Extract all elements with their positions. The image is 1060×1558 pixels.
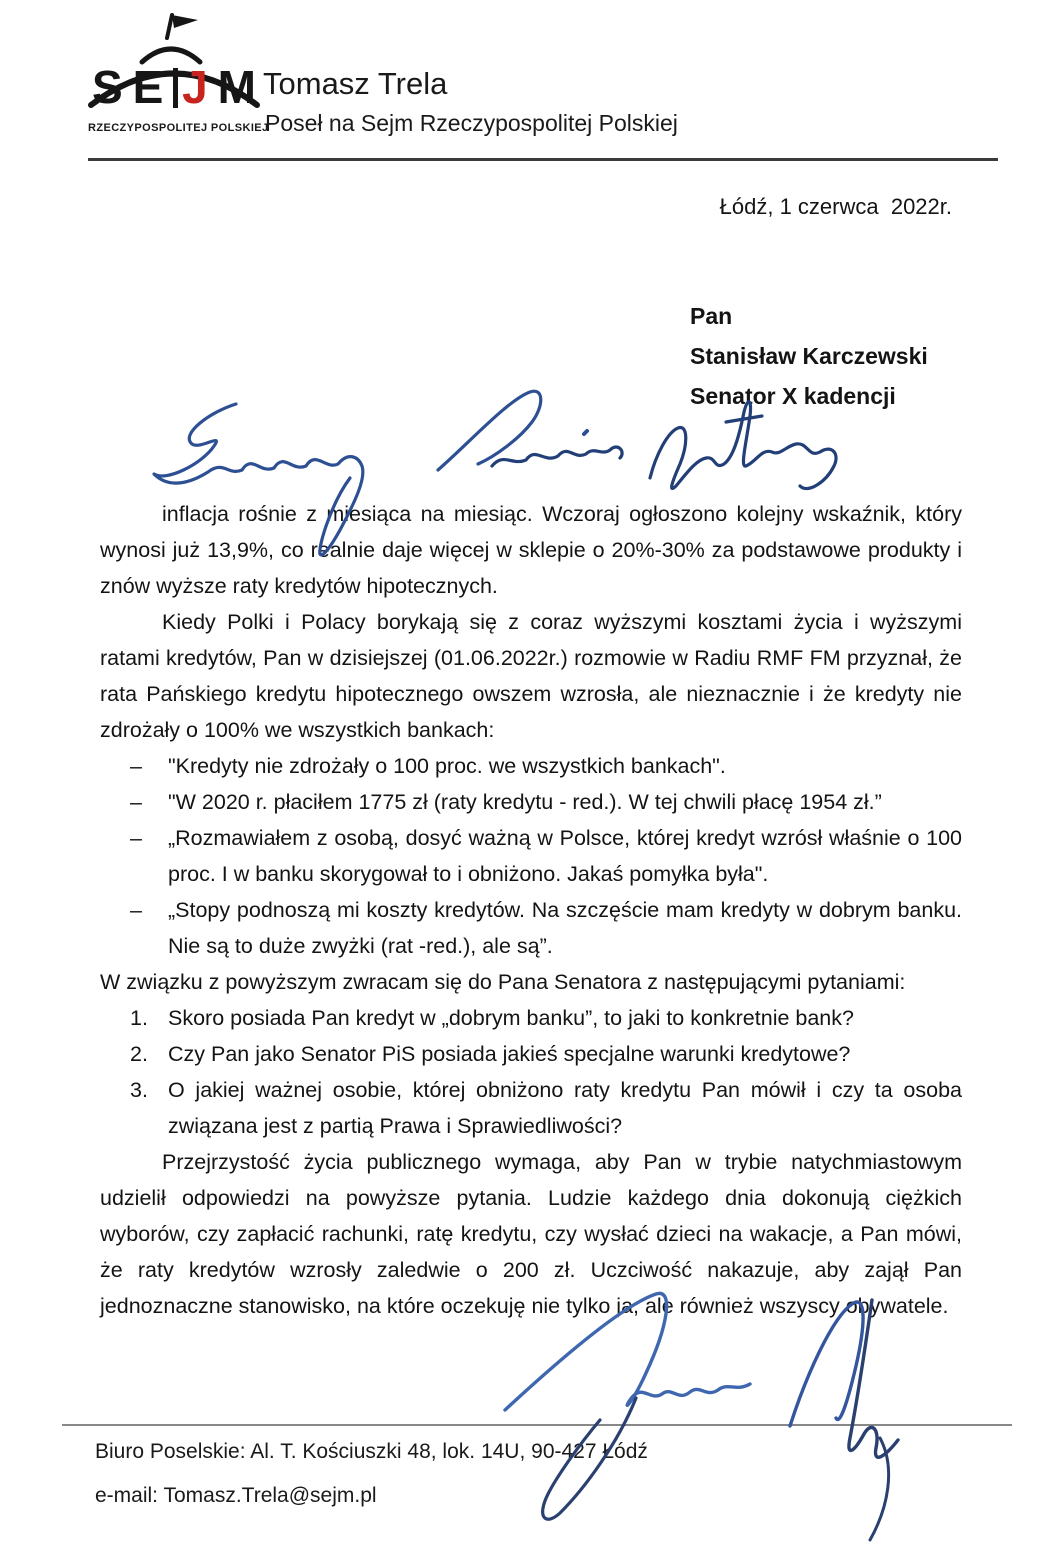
question-number: 3. <box>130 1078 148 1102</box>
question-number: 1. <box>130 1006 148 1030</box>
question-text: O jakiej ważnej osobie, której obniżono raty kredytu Pan mówił i czy ta osoba związana jest z partią Prawa i Sprawiedliwości? <box>168 1078 962 1138</box>
quote-text: "W 2020 r. płaciłem 1775 zł (raty kredytu - red.). W tej chwili płacę 1954 zł.” <box>168 790 882 814</box>
logo-letter-s: S <box>92 61 123 113</box>
addressee-block <box>690 296 928 416</box>
logo-j-bar <box>173 68 178 108</box>
question-item <box>100 1000 962 1036</box>
question-item <box>100 1036 962 1072</box>
quote-item <box>100 748 962 784</box>
dateline: Łódź, 1 czerwca 2022r. <box>719 194 952 219</box>
question-text: Czy Pan jako Senator PiS posiada jakieś specjalne warunki kredytowe? <box>168 1042 851 1066</box>
deputy-name: Tomasz Trela <box>263 66 448 101</box>
paragraph-inflation: inflacja rośnie z miesiąca na miesiąc. Wczoraj ogłoszono kolejny wskaźnik, który wynosi już 13,9%, co realnie daje więcej w sklepie o 20%-30% za podstawowe produkty i znów wyższe raty kredytów hipotecznych. <box>100 502 962 598</box>
deputy-role: Poseł na Sejm Rzeczypospolitej Polskiej <box>265 110 678 136</box>
logo-letter-j: J <box>182 61 208 113</box>
question-text: Skoro posiada Pan kredyt w „dobrym banku”, to jaki to konkretnie bank? <box>168 1006 854 1030</box>
dash-marker: – <box>130 754 142 778</box>
paragraph-rmf-interview: Kiedy Polki i Polacy borykają się z coraz wyższymi kosztami życia i wyższymi ratami kredytów, Pan w dzisiejszej (01.06.2022r.) rozmowie w Radiu RMF FM przyznał, że rata Pańskiego kredytu hipotecznego owszem wzrosła, ale nieznacznie i że kredyty nie zdrożały o 100% we wszystkich bankach: <box>100 610 962 742</box>
addressee-name: Stanisław Karczewski <box>690 343 928 369</box>
quote-text: „Rozmawiałem z osobą, dosyć ważną w Polsce, której kredyt wzrósł właśnie o 100 proc. I w banku skorygował to i obniżono. Jakaś pomyłka była". <box>168 826 962 886</box>
dash-marker: – <box>130 790 142 814</box>
addressee-salutation: Pan <box>690 303 733 329</box>
sejm-flag-icon <box>167 15 198 38</box>
dash-marker: – <box>130 898 142 922</box>
question-item <box>100 1072 962 1144</box>
quote-text: "Kredyty nie zdrożały o 100 proc. we wszystkich bankach". <box>168 754 726 778</box>
question-number: 2. <box>130 1042 148 1066</box>
sejm-logo-letters <box>92 61 256 113</box>
paragraph-questions-intro: W związku z powyższym zwracam się do Pana Senatora z następującymi pytaniami: <box>100 970 906 994</box>
footer-divider <box>62 1424 1012 1426</box>
logo-letter-e: E <box>132 61 164 113</box>
dash-marker: – <box>130 826 142 850</box>
addressee-title: Senator X kadencji <box>690 383 896 409</box>
logo-letter-m: M <box>217 61 256 113</box>
sejm-logo <box>88 6 269 138</box>
logo-subtitle: RZECZYPOSPOLITEJ POLSKIEJ <box>88 122 269 134</box>
paragraph-closing: Przejrzystość życia publicznego wymaga, aby Pan w trybie natychmiastowym udzielił odpowiedzi na powyższe pytania. Ludzie każdego dnia dokonują ciężkich wyborów, czy zapłacić rachunki, ratę kredytu, czy wysłać dzieci na wakacje, a Pan mówi, że raty kredytów wzrosły zaledwie o 200 zł. Uczciwość nakazuje, aby zajął Pan jednoznaczne stanowisko, na które oczekuję nie tylko ja, ale również wszyscy obywatele. <box>100 1150 962 1318</box>
quote-item <box>100 784 962 820</box>
letter-body <box>100 496 962 1324</box>
footer-email: e-mail: Tomasz.Trela@sejm.pl <box>95 1484 377 1507</box>
quote-item <box>100 892 962 964</box>
logo-letter-j-group <box>173 61 208 113</box>
quote-item <box>100 820 962 892</box>
footer-office-address: Biuro Poselskie: Al. T. Kościuszki 48, lok. 14U, 90-427 Łódź <box>95 1440 648 1463</box>
quote-text: „Stopy podnoszą mi koszty kredytów. Na szczęście mam kredyty w dobrym banku. Nie są to duże zwyżki (rat -red.), ale są”. <box>168 898 962 958</box>
header-divider <box>88 158 998 161</box>
